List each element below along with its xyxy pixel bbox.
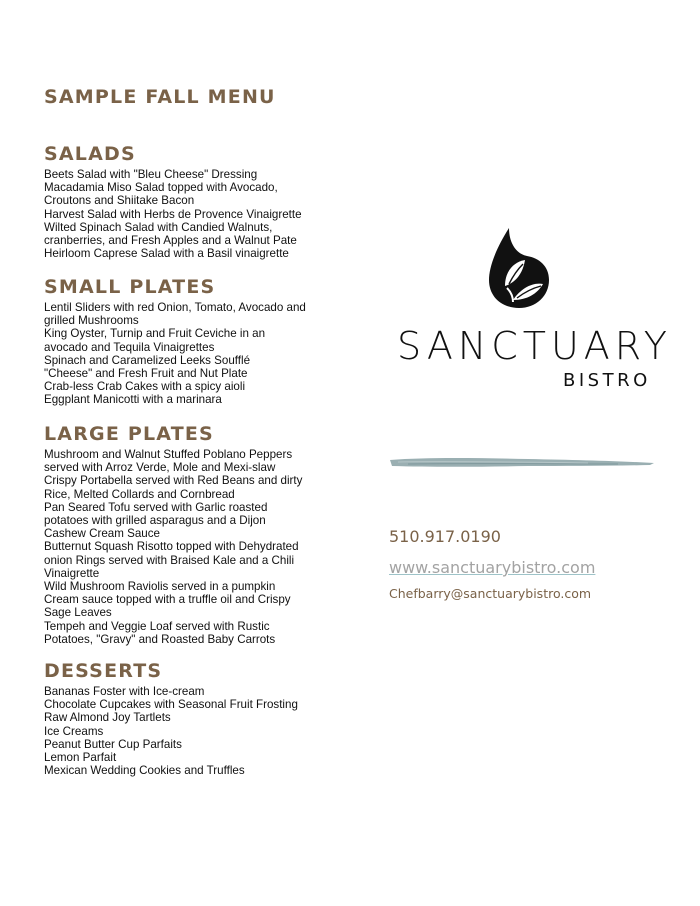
section-heading-large-plates: LARGE PLATES [44, 423, 214, 445]
menu-item: Crab-less Crab Cakes with a spicy aioli [44, 380, 246, 394]
menu-item: Peanut Butter Cup Parfaits [44, 737, 182, 751]
website-link[interactable]: www.sanctuarybistro.com [389, 558, 596, 577]
section-heading-desserts: DESSERTS [44, 660, 163, 682]
menu-item: Crispy Portabella served with Red Beans and dirty Rice, Melted Collards and Cornbread [44, 474, 303, 501]
section-desserts [44, 660, 374, 777]
menu-list-desserts [44, 685, 374, 777]
menu-item: Bananas Foster with Ice-cream [44, 685, 205, 698]
menu-list-small-plates [44, 301, 374, 407]
brand-subtitle: BISTRO [563, 370, 651, 391]
menu-item: Lemon Parfait [44, 751, 117, 765]
menu-list-large-plates [44, 448, 374, 646]
menu-item: Wilted Spinach Salad with Candied Walnuts, cranberries, and Fresh Apples and a Walnut Pate [44, 220, 297, 248]
section-heading-small-plates: SMALL PLATES [44, 276, 216, 298]
menu-item: Butternut Squash Risotto topped with Dehydrated onion Rings served with Braised Kale and a Chili Vinaigrette [44, 540, 299, 580]
section-heading-salads: SALADS [44, 143, 136, 165]
menu-item: Heirloom Caprese Salad with a Basil vinaigrette [44, 247, 289, 261]
menu-item: Mexican Wedding Cookies and Truffles [44, 764, 245, 778]
menu-item: Tempeh and Veggie Loaf served with Rustic Potatoes, "Gravy" and Roasted Baby Carrots [44, 619, 276, 646]
menu-item: Wild Mushroom Raviolis served in a pumpkin Cream sauce topped with a truffle oil and Crispy Sage Leaves [44, 580, 291, 620]
leaf-drop-icon [487, 226, 551, 310]
menu-item: Macadamia Miso Salad topped with Avocado, Croutons and Shiitake Bacon [44, 181, 278, 208]
menu-item: "Cheese" and Fresh Fruit and Nut Plate [44, 367, 248, 381]
section-small-plates [44, 276, 374, 407]
menu-item: Chocolate Cupcakes with Seasonal Fruit Frosting [44, 698, 298, 712]
menu-item: Raw Almond Joy Tartlets [44, 711, 171, 725]
menu-item: King Oyster, Turnip and Fruit Ceviche in an avocado and Tequila Vinaigrettes [44, 327, 266, 354]
phone-number: 510.917.0190 [389, 527, 501, 546]
menu-item: Pan Seared Tofu served with Garlic roasted potatoes with grilled asparagus and a Dijon Cashew Cream Sauce [44, 500, 268, 541]
brand-name: SANCTUARY [397, 324, 672, 368]
menu-item: Ice Creams [44, 724, 104, 738]
brush-stroke-divider [388, 452, 656, 472]
menu-item: Spinach and Caramelized Leeks Soufflé [44, 353, 251, 367]
email-link[interactable]: Chefbarry@sanctuarybistro.com [389, 586, 592, 601]
menu-item: Beets Salad with "Bleu Cheese" Dressing [44, 168, 258, 181]
menu-item: Harvest Salad with Herbs de Provence Vinaigrette [44, 207, 302, 221]
menu-item: Lentil Sliders with red Onion, Tomato, Avocado and grilled Mushrooms [44, 301, 306, 328]
menu-item: Eggplant Manicotti with a marinara [44, 393, 222, 407]
menu-list-salads [44, 168, 374, 260]
section-salads [44, 143, 374, 260]
section-large-plates [44, 423, 374, 646]
menu-item: Mushroom and Walnut Stuffed Poblano Peppers served with Arroz Verde, Mole and Mexi-slaw [44, 448, 293, 475]
page-title: SAMPLE FALL MENU [44, 86, 276, 108]
